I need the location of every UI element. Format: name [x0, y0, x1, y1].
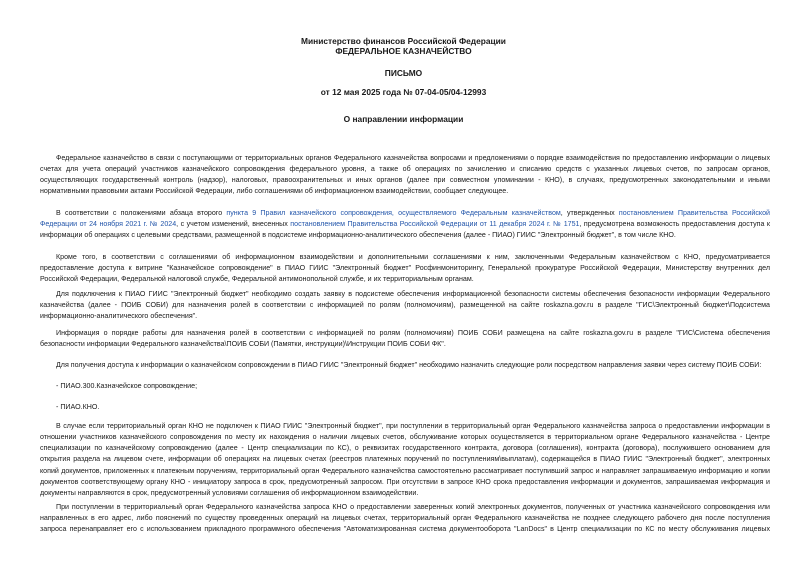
- paragraph-line: Для получения доступа к информации о казначейском сопровождении в ПИАО ГИИС "Электронный бюджет" необходимо назначить следующие роли посредством направления заявки через систему ПОИБ СОБИ:: [56, 361, 762, 369]
- paragraph-line: информационно-аналитического обеспечения".: [40, 312, 198, 321]
- text-run: В соответствии с положениями абзаца второго: [56, 209, 227, 217]
- paragraph-line: счетах для учета операций участников казначейского сопровождения федерального уровня, а также об операциях по зачислению и списанию средств с указанных лицевых счетов, по запросам органов,: [40, 165, 770, 174]
- paragraph-line: отношении участников казначейского сопровождения по месту их нахождения о наличии лицевых счетов, обслуживание которых осуществляется в территориальном органе Федерального казначейства - Центре: [40, 433, 770, 442]
- paragraph-line: [40, 208, 770, 219]
- paragraph-line: Для подключения к ПИАО ГИИС "Электронный бюджет" необходимо создать заявку в подсистеме обеспечения информационной безопасности системы обеспечения безопасности информации Федерального: [56, 290, 770, 298]
- document-type: ПИСЬМО: [384, 68, 423, 78]
- paragraph-2: [40, 208, 770, 241]
- paragraph-line: Кроме того, в соответствии с соглашениями об информационном взаимодействии и дополнительными соглашениями к ним, заключенными Федеральным казначейством с КНО, предусматривается: [56, 253, 770, 261]
- paragraph-line: безопасности информации Федерального казначейства\ПОИБ СОБИ (Памятки, инструкции)\Инструкции ПОИБ СОБИ ФК".: [40, 340, 446, 349]
- text-run: , предусмотрена возможность предоставления доступа к: [579, 220, 770, 229]
- paragraph-6: [40, 360, 770, 371]
- document-date-number: от 12 мая 2025 года № 07-04-05/04-12993: [320, 87, 487, 97]
- paragraph-line: информации об операциях с целевыми средствами, размещенной в подсистеме информационно-аналитического обеспечения (далее - ПИАО) ГИИС "Электронный бюджет", в том числе КНО.: [40, 231, 676, 240]
- paragraph-line: копий документов, приложенных к платежным поручениям, территориальный орган Федерального казначейства самостоятельно рассматривает поступивший запрос и направляет запрашиваемую информацию и копии: [40, 466, 770, 475]
- paragraph-line: документов соответствующему органу КНО - инициатору запроса в срок, предусмотренный запросом. При отсутствии в запросе КНО срока предоставления информации и документов, запрашиваемая информация и: [40, 477, 770, 486]
- role-item-1: - ПИАО.300.Казначейское сопровождение;: [56, 382, 198, 390]
- link-government-decree-2024-cont[interactable]: Федерации от 24 ноября 2021 г. № 2024: [40, 220, 177, 229]
- paragraph-line: нормативными правовыми актами Российской Федерации, либо соглашениями об информационном взаимодействии, сообщает следующее.: [40, 187, 509, 196]
- paragraph-7: [40, 421, 770, 499]
- paragraph-line: осуществляющих государственный контроль (надзор), налоговых, правоохранительных и иных органов (далее при совместном упоминании - КНО), в случаях, предусмотренных законодательными и иными: [40, 176, 770, 185]
- paragraph-8: [40, 502, 770, 535]
- paragraph-line: [40, 219, 770, 230]
- paragraph-line: открытия раздела на лицевом счете, информации об операциях на лицевых счетах (реестров платежных поручений по поступлениям\выплатам), содержащейся в ПИАО ГИИС "Электронный бюджет", электронных: [40, 455, 770, 464]
- paragraph-line: направленных в его адрес, либо пояснений по существу проведенных операций на лицевых счетах, территориальный орган Федерального казначейства не позднее следующего рабочего дня после поступления: [40, 514, 770, 523]
- link-government-decree-2024[interactable]: постановлением Правительства Российской: [618, 209, 770, 217]
- text-run: , с учетом изменений, внесенных: [176, 220, 291, 229]
- agency-name: ФЕДЕРАЛЬНОЕ КАЗНАЧЕЙСТВО: [335, 46, 472, 56]
- link-government-decree-1751[interactable]: постановлением Правительства Российской Федерации от 11 декабря 2024 г. № 1751: [290, 220, 580, 229]
- paragraph-line: казначейства (далее - ПОИБ СОБИ) для назначения ролей в соответствии с информацией по ролям (полномочиям), размещенной на сайте roskazna.gov.ru в разделе "ГИС\Электронный бюджет\Подсистема: [40, 301, 770, 310]
- document-subject: О направлении информации: [343, 114, 464, 124]
- paragraph-1: [40, 153, 770, 198]
- paragraph-line: предоставление доступа к витрине "Казначейское сопровождение" в ПИАО ГИИС "Электронный бюджет" Росфинмониторингу, Генеральной прокуратуре Российской Федерации, Министерству внутренних дел: [40, 264, 770, 273]
- paragraph-line: Российской Федерации, Федеральной налоговой службе, Федеральной антимонопольной службе, и их территориальным органам.: [40, 275, 474, 284]
- paragraph-line: При поступлении в территориальный орган Федерального казначейства запроса КНО о предоставлении заверенных копий электронных документов, полученных от участника казначейского сопровождения или: [56, 503, 770, 511]
- paragraph-line: В случае если территориальный орган КНО не подключен к ПИАО ГИИС "Электронный бюджет", при поступлении в территориальный орган Федерального казначейства запроса о предоставлении информации в: [56, 422, 770, 430]
- paragraph-line: документы направляются в срок, предусмотренный условиями соглашения об информационном взаимодействии.: [40, 488, 419, 497]
- paragraph-line: Федеральное казначейство в связи с поступающими от территориальных органов Федерального казначейства вопросами и предложениями о порядке взаимодействия по предоставлению информации о лицевых: [56, 154, 770, 162]
- paragraph-line: запроса перенаправляет его с использованием прикладного программного обеспечения "Автоматизированная система документооборота "LanDocs" в Центр специализации по КС по месту обслуживания лицевых: [40, 525, 770, 534]
- paragraph-line: Информация о порядке работы для назначения ролей в соответствии с информацией по ролям (полномочиям) ПОИБ СОБИ размещена на сайте roskazna.gov.ru в разделе "ГИС\Система обеспечения: [56, 329, 770, 337]
- role-item-2: - ПИАО.КНО.: [56, 403, 100, 411]
- text-run: , утвержденных: [560, 209, 619, 217]
- link-rules-item-9[interactable]: пункта 9 Правил казначейского сопровождения, осуществляемого Федеральным казначейством: [226, 209, 561, 217]
- paragraph-3: [40, 252, 770, 285]
- paragraph-line: специализации по казначейскому сопровождению (далее - Центр специализации по КС), о реквизитах государственного контракта, договора (соглашения), контракта (договора), послужившего основанием для: [40, 444, 770, 453]
- paragraph-5: [40, 328, 770, 350]
- ministry-name: Министерство финансов Российской Федерации: [301, 36, 506, 46]
- paragraph-4: [40, 289, 770, 322]
